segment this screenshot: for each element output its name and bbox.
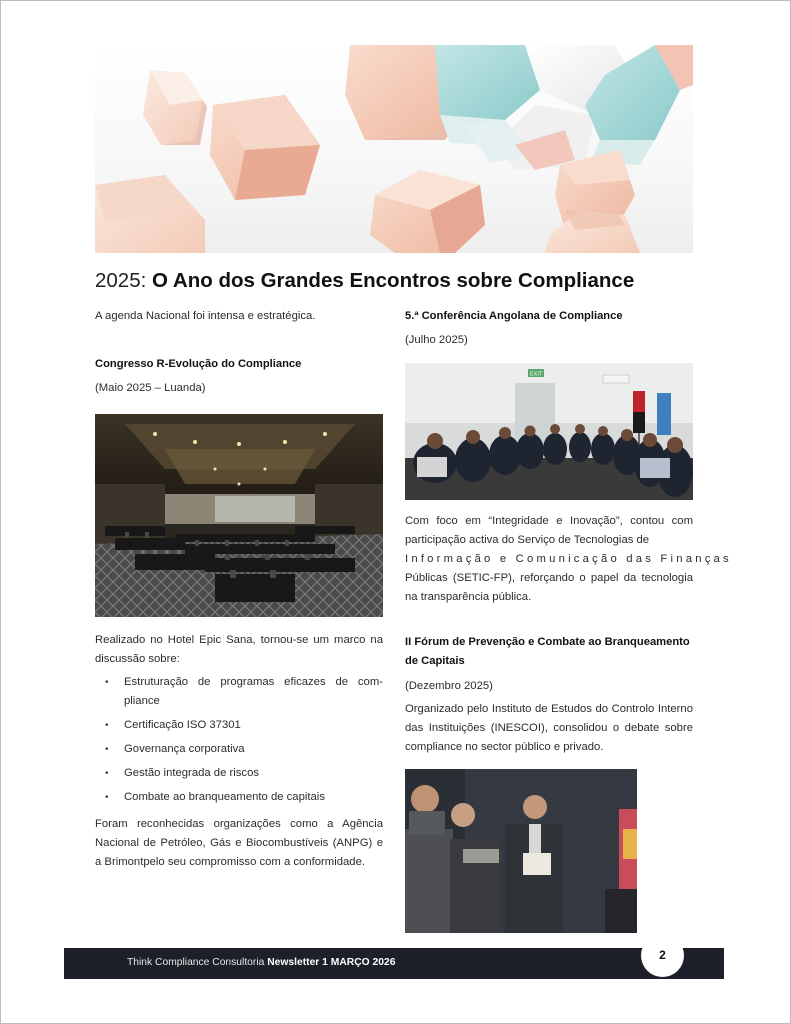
- page-number-badge: 2: [641, 934, 684, 977]
- event2-text-a: Com foco em “Integridade e Inovação”, contou com participação activa do Serviço de Tecnologias de: [405, 515, 693, 546]
- footer-issue: Newsletter 1 MARÇO 2026: [267, 957, 396, 968]
- event3-date: (Dezembro 2025): [405, 680, 493, 692]
- bullet-icon: •: [105, 744, 109, 755]
- event1-date: (Maio 2025 – Luanda): [95, 382, 206, 394]
- closing-text: Foram reconhecidas organizações como a Agência Nacional de Petróleo, Gás e Biocombustíveis (ANPG) e a Brimontpelo seu compromisso com a conformidade.: [95, 818, 383, 868]
- event2-date: (Julho 2025): [405, 334, 468, 346]
- topic-list: [105, 673, 383, 812]
- event2-title: 5.ª Conferência Angolana de Compliance: [405, 310, 623, 322]
- event3-text: Organizado pelo Instituto de Estudos do Controlo Interno das Instituições (INESCOI), consolidou o debate sobre compliance no sector público e privado.: [405, 703, 693, 753]
- ballroom-photo: [95, 414, 383, 617]
- list-item: • Estruturação de programas eficazes de com- pliance: [105, 673, 383, 711]
- headline-title: O Ano dos Grandes Encontros sobre Compliance: [152, 269, 635, 292]
- event1-text: Realizado no Hotel Epic Sana, tornou-se um marco na discussão sobre:: [95, 634, 383, 665]
- headline-year: 2025:: [95, 269, 147, 292]
- event2-text-c: Públicas (SETIC-FP), reforçando o papel da tecnologia na transparência pública.: [405, 572, 693, 603]
- footer-company: Think Compliance Consultoria: [127, 957, 265, 968]
- list-item: • Certificação ISO 37301: [105, 716, 383, 735]
- event2-text-b: Informação e Comunicação das Finanças: [405, 553, 732, 565]
- event3-title: II Fórum de Prevenção e Combate ao Branqueamento de Capitais: [405, 636, 690, 667]
- conference-photo: [405, 363, 693, 500]
- hero-banner-cubes: [95, 45, 693, 253]
- list-item: • Combate ao branqueamento de capitais: [105, 788, 383, 807]
- bullet-icon: •: [105, 677, 109, 688]
- footer-text: [127, 957, 395, 968]
- bullet-icon: •: [105, 720, 109, 731]
- exit-sign-text: EXIT: [530, 371, 543, 378]
- footer-bar: [64, 948, 724, 979]
- list-item: • Governança corporativa: [105, 740, 383, 759]
- bullet-icon: •: [105, 792, 109, 803]
- award-photo: [405, 769, 637, 933]
- list-item: • Gestão integrada de riscos: [105, 764, 383, 783]
- headline: [95, 267, 715, 295]
- bullet-icon: •: [105, 768, 109, 779]
- intro-text: A agenda Nacional foi intensa e estratégica.: [95, 310, 316, 322]
- event1-title: Congresso R-Evolução do Compliance: [95, 358, 302, 370]
